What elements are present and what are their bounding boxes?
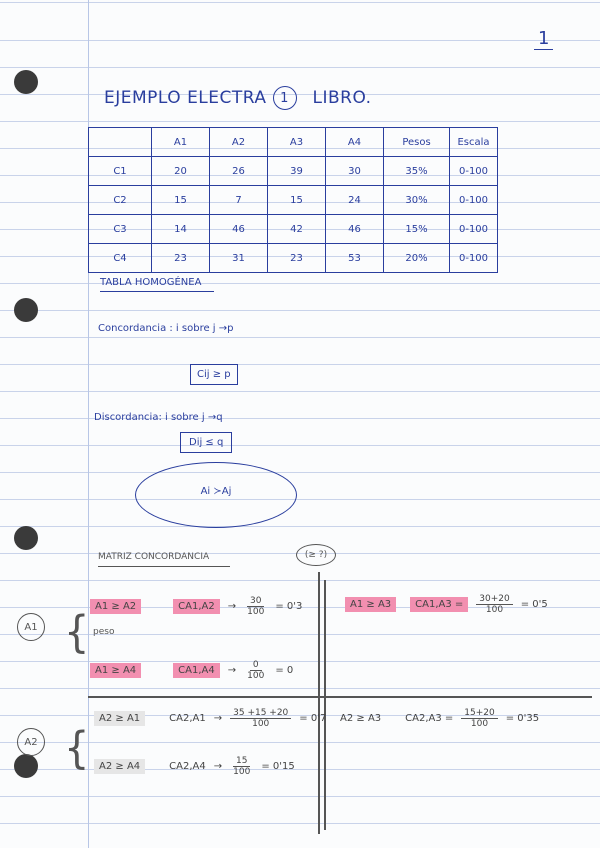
page-title [104, 86, 372, 110]
table-cell: C2 [89, 186, 152, 215]
fraction-denominator: 100 [247, 671, 265, 681]
vertical-divider [318, 572, 320, 834]
cpair-highlight: CA1,A4 [173, 663, 220, 678]
concordancia-formula-box: Cij ≥ p [190, 364, 238, 385]
table-header-cell: A1 [152, 128, 210, 157]
pair-highlight: A1 ≥ A3 [345, 597, 396, 612]
table-header-cell: A2 [210, 128, 268, 157]
table-row [89, 215, 498, 244]
table-cell: 23 [152, 244, 210, 273]
fraction-numerator: 30 [247, 596, 264, 607]
horizontal-divider [88, 696, 592, 698]
table-cell: C3 [89, 215, 152, 244]
fraction [244, 660, 267, 681]
fraction-numerator: 15 [233, 756, 250, 767]
table-header-cell: Escala [450, 128, 498, 157]
title-circled-number: 1 [273, 86, 297, 110]
result: = 0'7 [299, 713, 327, 724]
list-item [90, 596, 302, 617]
table-cell: 20 [152, 157, 210, 186]
table-cell: 30% [384, 186, 450, 215]
pair-highlight: A1 ≥ A2 [90, 599, 141, 614]
fraction [461, 708, 497, 729]
table-cell: 39 [268, 157, 326, 186]
brace-icon: { [64, 722, 90, 774]
fraction-denominator: 100 [252, 719, 270, 729]
fraction-numerator: 15+20 [461, 708, 497, 719]
section-heading-tabla-homogenea: TABLA HOMOGÉNEA [100, 277, 214, 292]
table-header-row [89, 128, 498, 157]
title-right: LIBRO. [312, 88, 372, 108]
fraction-numerator: 30+20 [476, 594, 512, 605]
fraction [230, 756, 253, 777]
result: = 0'3 [275, 601, 303, 612]
table-header-cell: A3 [268, 128, 326, 157]
table-cell: 0-100 [450, 215, 498, 244]
group-label-a2: A2 [17, 728, 45, 756]
fraction [476, 594, 512, 615]
punch-hole [14, 70, 38, 94]
punch-hole [14, 526, 38, 550]
table-cell: 0-100 [450, 157, 498, 186]
page-number: 1 [534, 28, 553, 50]
result: = 0 [275, 665, 294, 676]
table-cell: 42 [268, 215, 326, 244]
table-cell: 0-100 [450, 244, 498, 273]
fraction [244, 596, 267, 617]
fraction-denominator: 100 [485, 605, 504, 615]
group-label-a1: A1 [17, 613, 45, 641]
list-item [340, 708, 539, 729]
cpair-highlight: CA1,A2 [173, 599, 220, 614]
table-cell: 15 [268, 186, 326, 215]
table-row [89, 157, 498, 186]
table-cell: 14 [152, 215, 210, 244]
punch-hole [14, 754, 38, 778]
arrow-icon: → [213, 761, 223, 772]
list-item [90, 660, 293, 681]
fraction-denominator: 100 [233, 767, 251, 777]
table-cell: 24 [326, 186, 384, 215]
table-cell: 7 [210, 186, 268, 215]
criteria-table [88, 127, 498, 273]
pair-text: A2 ≥ A3 [340, 713, 382, 724]
table-cell: 46 [326, 215, 384, 244]
table-cell: 23 [268, 244, 326, 273]
cpair-text: CA2,A3 = [405, 713, 454, 724]
ellipse-text: Ai ≻Aj [200, 485, 232, 497]
brace-icon: { [64, 606, 90, 658]
list-item [94, 756, 295, 777]
matrix-circled-note: (≥ ?) [296, 544, 336, 566]
table-cell: 15 [152, 186, 210, 215]
table-header-cell [89, 128, 152, 157]
pair-text: A2 ≥ A1 [94, 711, 145, 726]
title-left: EJEMPLO ELECTRA [104, 88, 267, 108]
ellipse-note [135, 462, 297, 528]
pair-text: A2 ≥ A4 [94, 759, 145, 774]
table-cell: 30 [326, 157, 384, 186]
arrow-icon: → [227, 665, 237, 676]
vertical-divider [324, 580, 326, 830]
table-cell: 46 [210, 215, 268, 244]
arrow-icon: → [227, 601, 237, 612]
table-cell: 0-100 [450, 186, 498, 215]
fraction [230, 708, 291, 729]
result: = 0'5 [520, 599, 548, 610]
cpair-highlight: CA1,A3 = [410, 597, 468, 612]
table-cell: 53 [326, 244, 384, 273]
table-cell: 31 [210, 244, 268, 273]
cpair-text: CA2,A1 [169, 713, 206, 724]
table-row [89, 244, 498, 273]
table-cell: 26 [210, 157, 268, 186]
fraction-denominator: 100 [247, 607, 265, 617]
discordancia-line: Discordancia: i sobre j →q [94, 412, 223, 423]
table-cell: 20% [384, 244, 450, 273]
cpair-text: CA2,A4 [169, 761, 206, 772]
concordancia-line: Concordancia : i sobre j →p [98, 323, 234, 334]
arrow-icon: → [213, 713, 223, 724]
discordancia-formula-box: Dij ≤ q [180, 432, 232, 453]
table-cell: C1 [89, 157, 152, 186]
peso-note: peso [93, 627, 115, 637]
result: = 0'35 [505, 713, 540, 724]
punch-hole [14, 298, 38, 322]
fraction-numerator: 35 +15 +20 [230, 708, 291, 719]
result: = 0'15 [261, 761, 295, 772]
pair-highlight: A1 ≥ A4 [90, 663, 141, 678]
fraction-denominator: 100 [470, 719, 489, 729]
table-cell: C4 [89, 244, 152, 273]
list-item [94, 708, 326, 729]
matrix-title: MATRIZ CONCORDANCIA [98, 552, 230, 567]
fraction-numerator: 0 [250, 660, 262, 671]
table-row [89, 186, 498, 215]
table-header-cell: A4 [326, 128, 384, 157]
table-cell: 35% [384, 157, 450, 186]
table-header-cell: Pesos [384, 128, 450, 157]
list-item [345, 594, 548, 615]
table-cell: 15% [384, 215, 450, 244]
